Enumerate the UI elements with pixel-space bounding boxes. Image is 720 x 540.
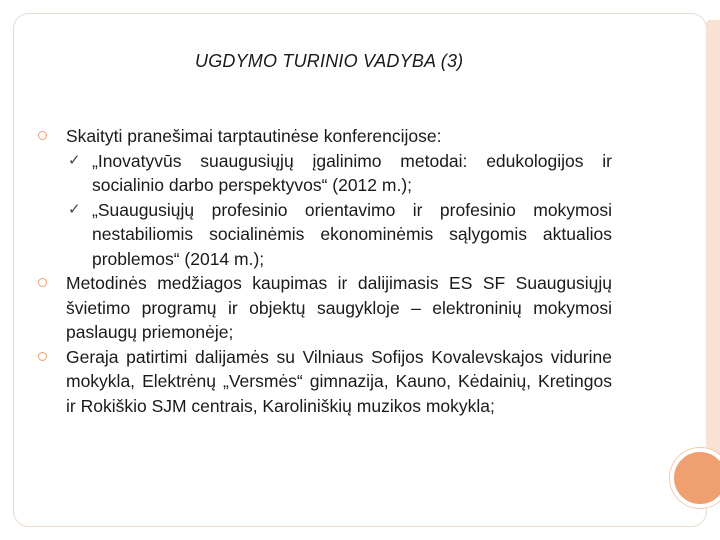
bullet-item — [38, 124, 612, 149]
bullet-text: Metodinės medžiagos kaupimas ir dalijimasis ES SF Suaugusiųjų švietimo programų ir objektų saugykloje – elektroninių mokymosi paslaugų priemonėje; — [66, 273, 612, 342]
ring-bullet-icon — [38, 278, 47, 287]
sub-bullet-item — [38, 149, 612, 198]
bullet-text: Geraja patirtimi dalijamės su Vilniaus Sofijos Kovalevskajos vidurine mokykla, Elektrėnų „Versmės“ gimnazija, Kauno, Kėdainių, Kretingos ir Rokiškio SJM centrais, Karoliniškių muzikos mokykla; — [66, 346, 612, 416]
bullet-item — [38, 345, 612, 419]
bullet-item — [38, 271, 612, 345]
sub-bullet-item — [38, 198, 612, 272]
sub-bullet-text: „Inovatyvūs suaugusiųjų įgalinimo metodai: edukologijos ir socialinio darbo perspektyvos“ (2012 m.); — [92, 150, 612, 195]
bullet-text: Skaityti pranešimai tarptautinėse konferencijose: — [66, 126, 442, 146]
checkmark-icon: ✓ — [68, 200, 81, 218]
decorative-side-bar — [706, 20, 720, 458]
ring-bullet-icon — [38, 352, 47, 361]
slide-content — [38, 124, 612, 418]
sub-bullet-text: „Suaugusiųjų profesinio orientavimo ir profesinio mokymosi nestabiliomis socialinėmis ekonominėmis sąlygomis aktualios problemos“ (2014 m.); — [92, 199, 612, 269]
ring-bullet-icon — [38, 131, 47, 140]
slide-title: UGDYMO TURINIO VADYBA (3) — [195, 51, 464, 71]
checkmark-icon: ✓ — [68, 151, 81, 169]
